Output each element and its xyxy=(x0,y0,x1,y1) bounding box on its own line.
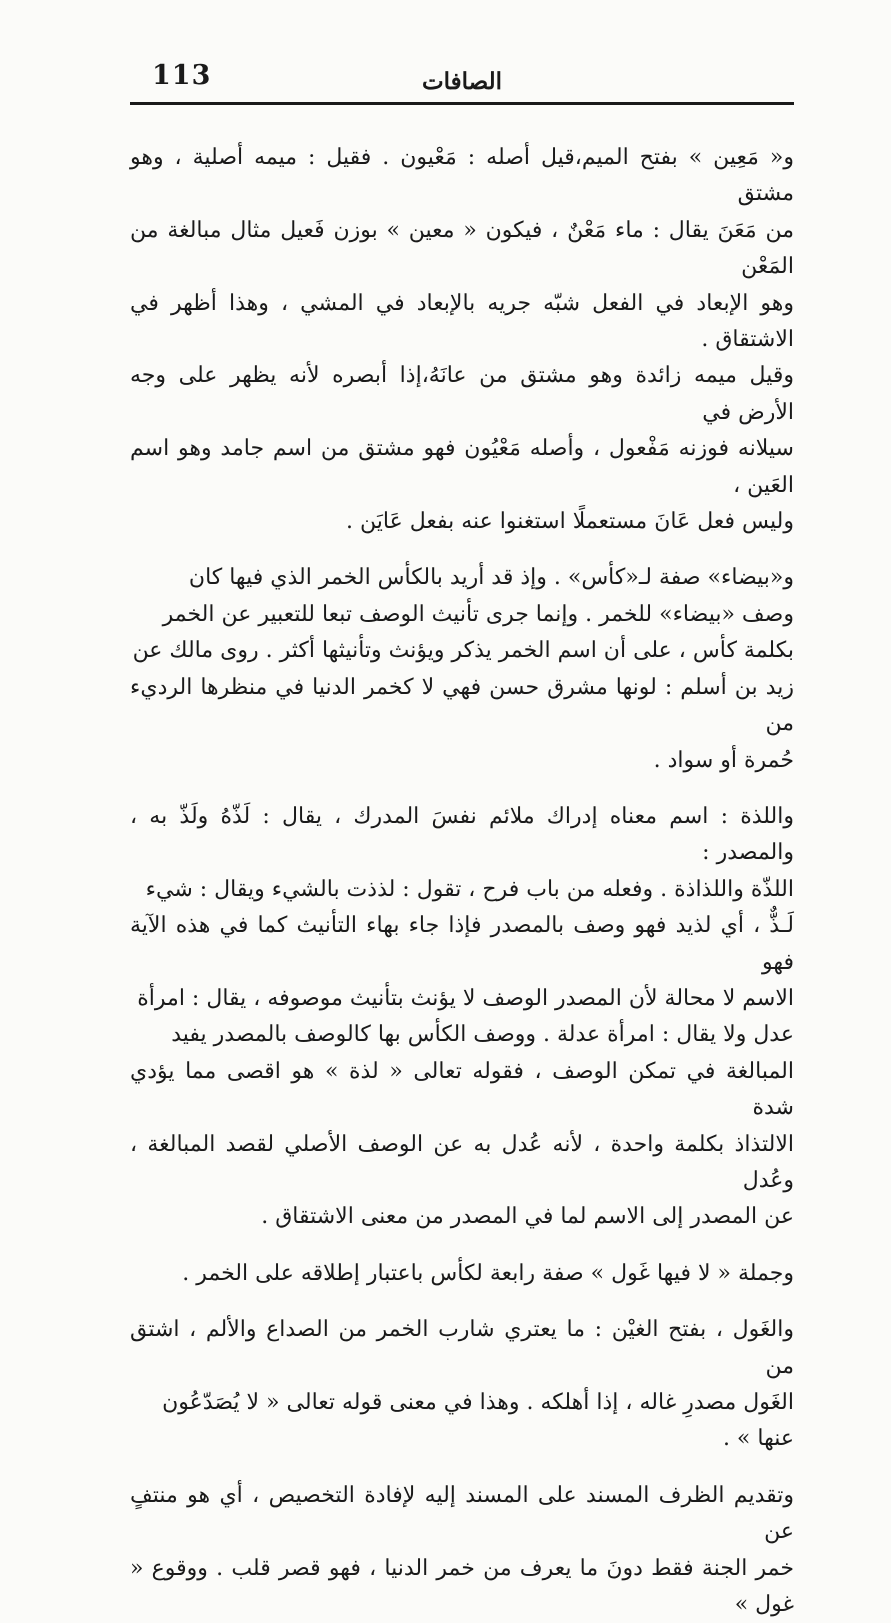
page-header xyxy=(130,58,794,105)
text-line: زيد بن أسلم : لونها مشرق حسن فهي لا كخمر الدنيا في منظرها الرديء من xyxy=(130,674,794,737)
paragraph-6 xyxy=(130,1478,794,1623)
text-line: حُمرة أو سواد . xyxy=(653,747,794,773)
text-line: وصف «بيضاء» للخمر . وإنما جرى تأنيث الوصف تبعا للتعبير عن الخمر xyxy=(162,601,794,627)
text-line: المبالغة في تمكن الوصف ، فقوله تعالى « لذة » هو اقصى مما يؤدي شدة xyxy=(130,1058,794,1121)
page-body xyxy=(130,140,794,1623)
paragraph-4 xyxy=(130,1256,794,1292)
text-line: بكلمة كأس ، على أن اسم الخمر يذكر ويؤنث وتأنيثها أكثر . روى مالك عن xyxy=(132,638,794,664)
text-line: خمر الجنة فقط دونَ ما يعرف من خمر الدنيا ، فهو قصر قلب . ووقوع « غول » xyxy=(130,1555,794,1618)
text-line: عن المصدر إلى الاسم لما في المصدر من معنى الاشتقاق . xyxy=(261,1204,794,1230)
text-line: الغَول مصدرِ غاله ، إذا أهلكه . وهذا في معنى قوله تعالى « لا يُصَدّعُون xyxy=(162,1390,794,1415)
running-title: الصافات xyxy=(421,68,502,95)
text-line: اللذّة واللذاذة . وفعله من باب فرح ، تقول : لذذت بالشيء ويقال : شيء xyxy=(145,876,794,902)
text-line: الاسم لا محالة لأن المصدر الوصف لا يؤنث بتأنيث موصوفه ، يقال : امرأة xyxy=(137,985,794,1011)
paragraph-2 xyxy=(130,560,794,778)
text-line: عنها » . xyxy=(722,1426,794,1452)
text-line: سيلانه فوزنه مَفْعول ، وأصله مَعْيُون فهو مشتق من اسم جامد وهو اسم العَين ، xyxy=(130,436,794,498)
paragraph-1 xyxy=(130,140,794,540)
text-line: من مَعَنَ يقال : ماء مَعْنٌ ، فيكون « معين » بوزن فَعيل مثال مبالغة من المَعْن xyxy=(130,217,794,280)
text-line: واللذة : اسم معناه إدراك ملائم نفسَ المدرك ، يقال : لَذّهُ ولَذّ به ، والمصدر : xyxy=(130,803,794,866)
text-line: وهو الإبعاد في الفعل شبّه جريه بالإبعاد في المشي ، وهذا أظهر في الاشتقاق . xyxy=(130,290,794,353)
text-line: والغَول ، بفتح الغيْن : ما يعتري شارب الخمر من الصداع والألم ، اشتق من xyxy=(130,1317,794,1379)
text-line: وليس فعل عَانَ مستعملًا استغنوا عنه بفعل عَايَن . xyxy=(346,509,794,535)
paragraph-5 xyxy=(130,1312,794,1458)
text-line: لَـذٌّ ، أي لذيد فهو وصف بالمصدر فإذا جاء بهاء التأنيث كما في هذه الآية فهو xyxy=(130,913,794,975)
text-line: وجملة « لا فيها غَول » صفة رابعة لكأس باعتبار إطلاقه على الخمر . xyxy=(182,1260,794,1286)
text-line: و«بيضاء» صفة لـ«كأس» . وإذ قد أريد بالكأس الخمر الذي فيها كان xyxy=(188,565,794,591)
page-number: 113 xyxy=(152,60,212,91)
text-line: عدل ولا يقال : امرأة عدلة . ووصف الكأس بها كالوصف بالمصدر يفيد xyxy=(171,1022,794,1048)
text-line: وتقديم الظرف المسند على المسند إليه لإفادة التخصيص ، أي هو منتفٍ عن xyxy=(130,1482,794,1545)
text-line: وقيل ميمه زائدة وهو مشتق من عانَهُ،إذا أبصره لأنه يظهر على وجه الأرض في xyxy=(130,363,794,425)
text-line: و« مَعِين » بفتح الميم،قيل أصله : مَعْيون . فقيل : ميمه أصلية ، وهو مشتق xyxy=(130,145,794,207)
paragraph-3 xyxy=(130,799,794,1236)
text-line: الالتذاذ بكلمة واحدة ، لأنه عُدل به عن الوصف الأصلي لقصد المبالغة ، وعُدل xyxy=(130,1131,794,1193)
